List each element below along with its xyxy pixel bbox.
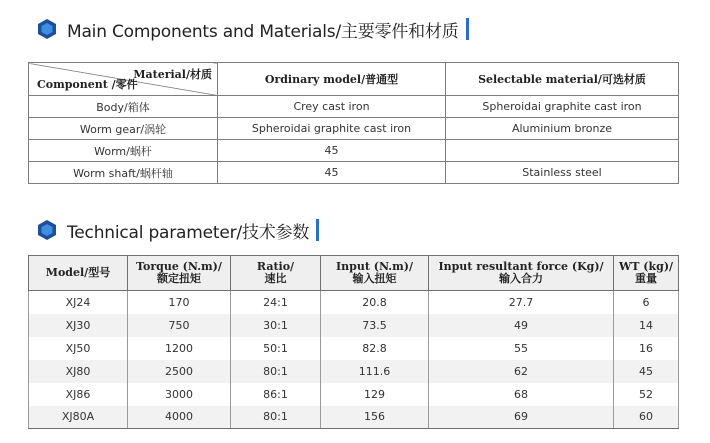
weight-cell: 52	[614, 383, 679, 406]
selectable-cell	[446, 140, 679, 162]
component-cell: Body/箱体	[29, 96, 218, 118]
table-row	[29, 118, 679, 140]
ordinary-cell: Spheroidai graphite cast iron	[218, 118, 446, 140]
hexagon-icon	[36, 219, 58, 241]
hexagon-icon	[36, 18, 58, 40]
model-cell: XJ50	[29, 337, 128, 360]
input-cell: 82.8	[321, 337, 429, 360]
torque-cell: 3000	[128, 383, 231, 406]
weight-cell: 60	[614, 406, 679, 429]
ordinary-cell: 45	[218, 162, 446, 184]
ratio-cell: 80:1	[231, 360, 321, 383]
weight-cell: 14	[614, 314, 679, 337]
weight-cell: 6	[614, 291, 679, 314]
section-heading-components	[36, 16, 469, 42]
header-input: Input (N.m)/ 输入扭矩	[321, 256, 429, 291]
force-cell: 69	[429, 406, 614, 429]
table-row	[29, 291, 679, 314]
ratio-cell: 50:1	[231, 337, 321, 360]
section-heading-technical	[36, 217, 319, 243]
header-ratio: Ratio/ 速比	[231, 256, 321, 291]
diagonal-header-cell	[29, 63, 218, 96]
table-row	[29, 162, 679, 184]
table-row	[29, 383, 679, 406]
force-cell: 68	[429, 383, 614, 406]
header-selectable-material: Selectable material/可选材质	[446, 63, 679, 96]
model-cell: XJ80	[29, 360, 128, 383]
ratio-cell: 30:1	[231, 314, 321, 337]
technical-parameter-table	[28, 255, 679, 429]
table-row	[29, 337, 679, 360]
input-cell: 20.8	[321, 291, 429, 314]
weight-cell: 16	[614, 337, 679, 360]
selectable-cell: Spheroidai graphite cast iron	[446, 96, 679, 118]
header-model: Model/型号	[29, 256, 128, 291]
ratio-cell: 24:1	[231, 291, 321, 314]
ordinary-cell: 45	[218, 140, 446, 162]
table-row	[29, 96, 679, 118]
table-row	[29, 314, 679, 337]
header-weight: WT (kg)/ 重量	[614, 256, 679, 291]
model-cell: XJ86	[29, 383, 128, 406]
force-cell: 27.7	[429, 291, 614, 314]
torque-cell: 170	[128, 291, 231, 314]
component-cell: Worm gear/涡轮	[29, 118, 218, 140]
header-ordinary-model: Ordinary model/普通型	[218, 63, 446, 96]
table-row	[29, 406, 679, 429]
header-input-force: Input resultant force (Kg)/ 输入合力	[429, 256, 614, 291]
header-torque: Torque (N.m)/ 额定扭矩	[128, 256, 231, 291]
force-cell: 55	[429, 337, 614, 360]
input-cell: 156	[321, 406, 429, 429]
selectable-cell: Stainless steel	[446, 162, 679, 184]
table-row	[29, 140, 679, 162]
weight-cell: 45	[614, 360, 679, 383]
torque-cell: 4000	[128, 406, 231, 429]
model-cell: XJ80A	[29, 406, 128, 429]
model-cell: XJ30	[29, 314, 128, 337]
torque-cell: 1200	[128, 337, 231, 360]
component-cell: Worm shaft/蜗杆轴	[29, 162, 218, 184]
input-cell: 111.6	[321, 360, 429, 383]
torque-cell: 750	[128, 314, 231, 337]
title-accent-bar	[466, 18, 469, 40]
table-header-row	[29, 63, 679, 96]
force-cell: 62	[429, 360, 614, 383]
component-cell: Worm/蜗杆	[29, 140, 218, 162]
torque-cell: 2500	[128, 360, 231, 383]
components-materials-table	[28, 62, 679, 184]
header-component-label: Component /零件	[37, 78, 138, 91]
table-row	[29, 360, 679, 383]
selectable-cell: Aluminium bronze	[446, 118, 679, 140]
input-cell: 73.5	[321, 314, 429, 337]
section-title-technical: Technical parameter/技术参数	[67, 222, 310, 243]
title-accent-bar	[316, 219, 319, 241]
ordinary-cell: Crey cast iron	[218, 96, 446, 118]
ratio-cell: 80:1	[231, 406, 321, 429]
table-header-row	[29, 256, 679, 291]
input-cell: 129	[321, 383, 429, 406]
section-title-components: Main Components and Materials/主要零件和材质	[67, 21, 459, 42]
ratio-cell: 86:1	[231, 383, 321, 406]
header-material-label: Material/材质	[133, 68, 212, 81]
force-cell: 49	[429, 314, 614, 337]
model-cell: XJ24	[29, 291, 128, 314]
